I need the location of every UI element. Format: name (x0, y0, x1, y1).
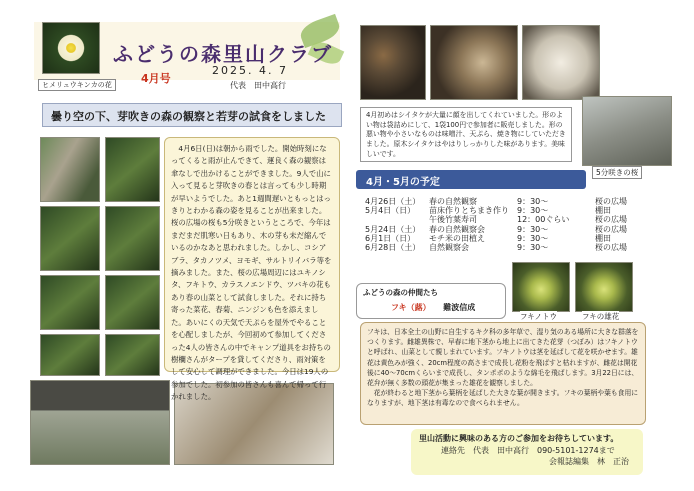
main-article (164, 137, 340, 402)
plant-photo (40, 206, 100, 271)
newsletter-title: ふどうの森里山クラブ (113, 42, 333, 66)
sprout-photo (105, 137, 160, 202)
shiitake-body: 4月初めはシイタケが大量に顔を出してくれていました。形のよい物は袋詰めにして、1袋100円で参加者に販売しました。形の悪い物や小さいなものは味噌汁、天ぷら、焼き物にしていただきました。原木シイタケはやはりしっかりした味があります。美味しいです。 (366, 111, 566, 158)
fuki-flower-caption: フキの雄花 (582, 312, 620, 321)
issue-label: 4月号 (141, 72, 171, 85)
footer-invite: 里山活動に興味のある方のご参加をお待ちしています。 (419, 434, 619, 443)
schedule-row: 5月24日（土） 春の自然観察会 9：30～ 桜の広場 (365, 224, 627, 234)
herb-photo (40, 334, 100, 376)
fukinoto-photo (512, 262, 570, 312)
leaf-photo (40, 275, 100, 330)
footer-contact: 連絡先 代表 田中高行 090-5101-1274まで (441, 445, 615, 455)
issue-date: 2025. 4. 7 (212, 64, 288, 77)
schedule-row: 4月26日（土） 春の自然観察 9：30～ 桜の広場 (365, 197, 627, 206)
sakura-photo (582, 96, 672, 166)
flower-caption: ヒメリュウキンカの花 (38, 79, 116, 91)
footer-editor: 会報誌編集 林 正治 (549, 457, 629, 466)
article-headline: 曇り空の下、芽吹きの森の観察と若芽の試食をしました (42, 103, 342, 127)
herb-photo (105, 334, 160, 376)
tarp-cooking-photo (30, 380, 170, 465)
leaf-photo (105, 275, 160, 330)
schedule-row: 6月1日（日） モチ米の田植え 9：30～ 棚田 (365, 233, 611, 243)
schedule-heading: 4月・5月の予定 (356, 170, 586, 189)
fuki-body: フキは、日本全土の山野に自生するキク科の多年草で、湿り気のある場所に大きな群落をつくります。雌雄異株で、早春に地下茎から地上に出てきた花芽（つぼみ）はフキノトウと呼ばれ、山菜として親しまれています。フキノトウは茎を延ばして花を咲かせます。雄花は黄色みが強く、20cm程度の高さまで成長し花粉を飛ばすと枯れますが、雌花は開花後に40～70cmくらいまで成長し、タンポポのような綿毛を飛ばします。3月22日には、花弁が無く多数の頭花が集まった雄花を観察しました。 花が終わると地下茎から葉柄を延ばした大きな葉が開きます。フキの葉柄や葉も食用になりますが、地下茎は有毒なので食べられません。 (367, 328, 639, 408)
children-photo (40, 137, 100, 202)
schedule-row: 午後竹葉寿司 12：00ぐらい 桜の広場 (429, 215, 627, 225)
representative: 代表 田中高行 (230, 81, 286, 90)
fuki-title-box (356, 283, 506, 319)
fuki-male-flower-photo (575, 262, 633, 312)
shiitake-tray-photo (522, 25, 600, 100)
plant-photo (105, 206, 160, 271)
sakura-caption: 5分咲きの桜 (592, 166, 642, 179)
fuki-box-title: ふどうの森の仲間たち (363, 288, 438, 297)
shiitake-text (360, 107, 572, 162)
schedule-row: 6月28日（土） 自然観察会 9：30～ 桜の広場 (365, 243, 627, 253)
schedule-table (365, 197, 640, 252)
shiitake-log-photo (360, 25, 426, 100)
fuki-name: フキ（蕗） (391, 303, 431, 312)
schedule-row: 5月4日（日） 苗床作りとちまき作り 9：30～ 棚田 (365, 206, 611, 216)
fuki-author: 難波信成 (443, 303, 476, 312)
article-body: 4月6日(日)は朝から雨でした。開始時刻になってくると雨が止んできて、運良く森の観察は傘なしで出かけることができました。9人で山に入って見ると芽吹きの春とは言っても少し時期が早いようでした。あと1週間遅いともっとはっきりとわかる森の姿を見ることが出来ました。桜の広場の桜も5分咲きというところで、今年はまだまだ肌寒い日もあり、木の芽も未だ縮んでいるのかなあと思われました。しかし、コシアブラ、タカノツメ、ヨモギ、サルトリイバラ等を摘みました。また、桜の広場周辺にはユキノシタ、フキトウ、カラスノエンドウ、ツバキの花もあり春の山菜として試食しました。それに持ち寄った菜花、春菊、ニンジンも色を添えました。あいにくの天気で天ぷらを屋外でやることを心配しましたが、今回初めて参加してくださった4人の皆さんの中でキャンプ道具をお持ちの樹欄さんがタープを貸してくださり、雨対策をして安心して調理ができました。今日は19人の参加でした。初参加の皆さんも喜んで帰って行かれました。 (171, 144, 332, 402)
footer-box (411, 429, 643, 475)
flower-photo (42, 22, 100, 74)
fukinoto-caption: フキノトウ (520, 312, 558, 321)
fuki-article (360, 322, 646, 425)
shiitake-basket-photo (430, 25, 518, 100)
